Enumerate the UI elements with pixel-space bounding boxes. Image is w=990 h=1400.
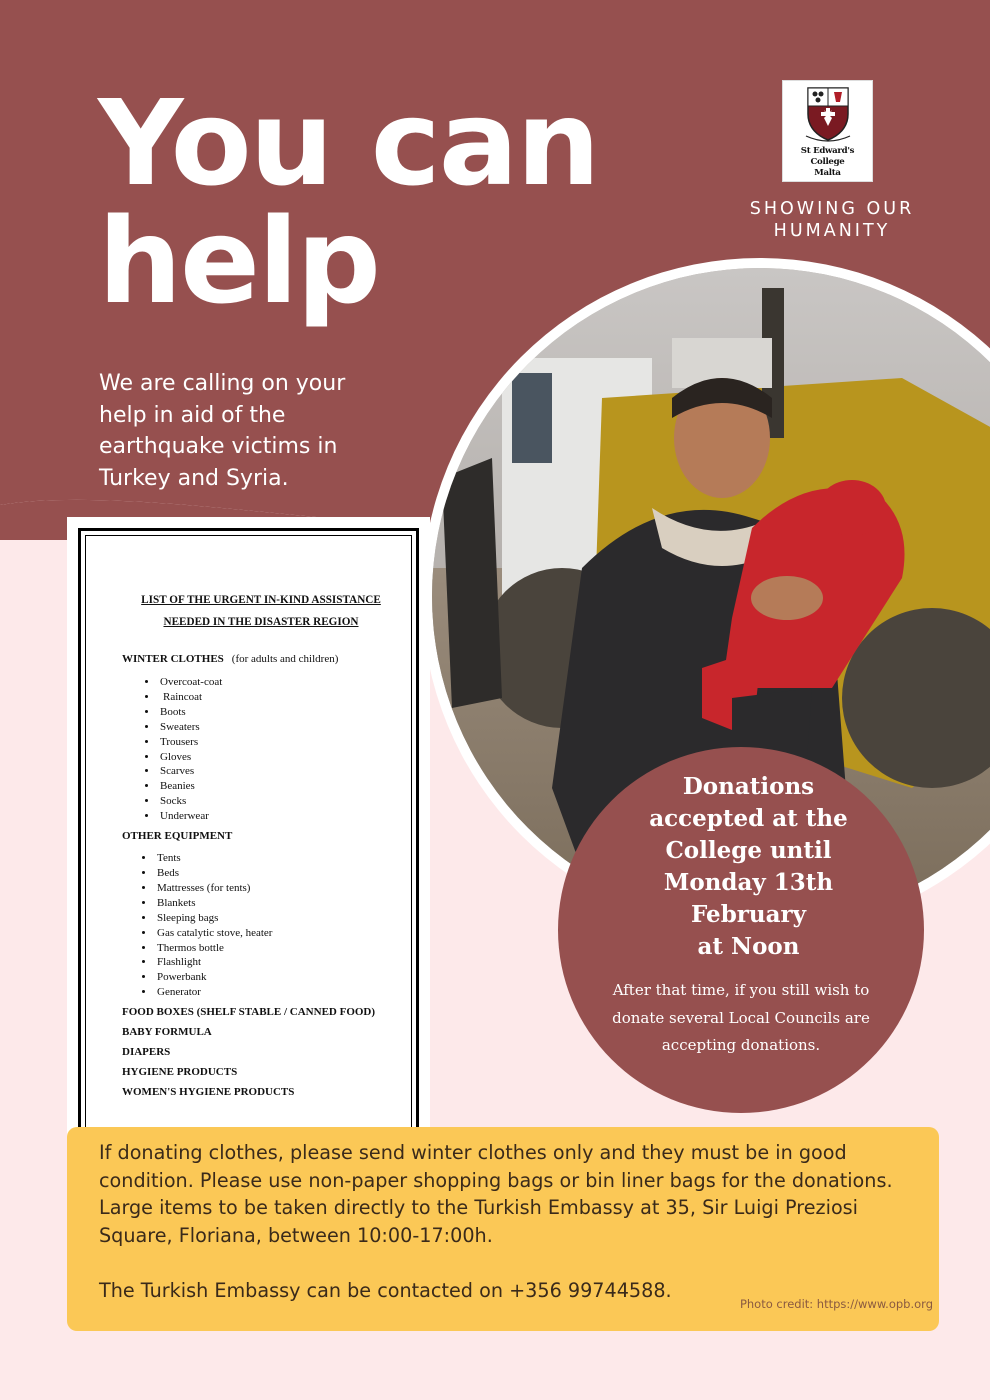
list-item: • Powerbank: [155, 970, 422, 985]
winter-clothes-list: [122, 675, 422, 824]
list-item: • Blankets: [155, 896, 422, 911]
embassy-contact: The Turkish Embassy can be contacted on +356 99744588.: [99, 1279, 672, 1302]
list-item: • Trousers: [158, 735, 422, 750]
photo-credit: Photo credit: https://www.opb.org: [739, 1297, 933, 1311]
college-logo: [782, 80, 873, 182]
intro-text: We are calling on your help in aid of the earthquake victims in Turkey and Syria.: [99, 371, 346, 491]
list-item: • Underwear: [158, 809, 422, 824]
donation-instructions: If donating clothes, please send winter clothes only and they must be in good condition. Please use non-paper shopping bags or bin liner bags for the donations. Large items to be taken directly to the Turkish Embassy at 35, Sir Luigi Preziosi Square, Floriana, between 10:00-17:00h.: [99, 1141, 893, 1247]
page-title: [98, 74, 658, 330]
list-item: • Beds: [155, 866, 422, 881]
list-item: • Thermos bottle: [155, 941, 422, 956]
list-title: LIST OF THE URGENT IN-KIND ASSISTANCE NEEDED IN THE DISASTER REGION: [141, 594, 381, 628]
section-heading-winter: WINTER CLOTHES (for adults and children): [122, 653, 339, 665]
list-item: • Tents: [155, 851, 422, 866]
college-crest-icon: [804, 84, 852, 144]
list-item: • Generator: [155, 985, 422, 1000]
list-item: • Mattresses (for tents): [155, 881, 422, 896]
headline-line-1: You can: [98, 74, 599, 212]
list-item: • Gas catalytic stove, heater: [155, 926, 422, 941]
section-heading-hygiene: HYGIENE PRODUCTS: [122, 1066, 238, 1079]
list-item: • Overcoat-coat: [158, 675, 422, 690]
list-item: • Gloves: [158, 750, 422, 765]
list-item: • Sweaters: [158, 720, 422, 735]
section-heading-equipment: OTHER EQUIPMENT: [122, 830, 233, 843]
list-item: • Socks: [158, 794, 422, 809]
list-item: • Boots: [158, 705, 422, 720]
college-name: St Edward's College Malta: [800, 146, 855, 178]
donation-deadline-text: Donations accepted at the College until Monday 13th February at Noon: [649, 773, 848, 960]
section-heading-diapers: DIAPERS: [122, 1046, 171, 1059]
section-heading-womens-hygiene: WOMEN'S HYGIENE PRODUCTS: [122, 1086, 295, 1099]
list-item: • Beanies: [158, 779, 422, 794]
list-item: • Raincoat: [158, 690, 422, 705]
section-heading-food: FOOD BOXES (SHELF STABLE / CANNED FOOD): [122, 1006, 376, 1019]
section-heading-baby-formula: BABY FORMULA: [122, 1026, 212, 1039]
assistance-list: [122, 590, 422, 1098]
list-item: • Sleeping bags: [155, 911, 422, 926]
info-box: [67, 1127, 939, 1331]
donation-deadline-badge: [558, 747, 924, 1113]
list-item: • Flashlight: [155, 955, 422, 970]
assistance-list-document: [67, 517, 430, 1147]
tagline: SHOWING OUR HUMANITY: [749, 199, 915, 241]
list-item: • Scarves: [158, 764, 422, 779]
equipment-list: [122, 851, 422, 1000]
donation-after-text: After that time, if you still wish to donate several Local Councils are accepting donations.: [612, 981, 870, 1054]
headline-line-2: help: [98, 192, 379, 330]
